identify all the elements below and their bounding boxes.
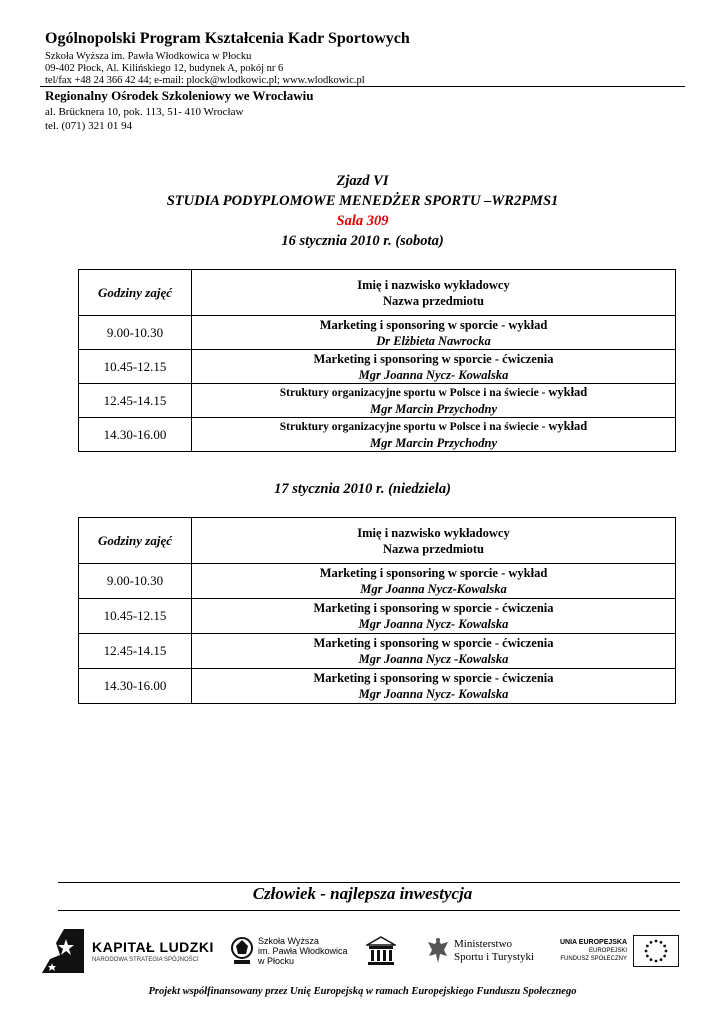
time-cell: 10.45-12.15 — [79, 350, 192, 384]
time-cell: 10.45-12.15 — [79, 599, 192, 634]
subject-name: Marketing i sponsoring w sporcie - wykład — [319, 317, 548, 332]
subject-cell — [192, 669, 676, 704]
header-contact-line: tel/fax +48 24 366 42 44; e-mail: plock@wlodkowic.pl; www.wlodkowic.pl — [45, 75, 365, 86]
day1-date: 16 stycznia 2010 r. (sobota) — [281, 233, 444, 249]
subject-header — [192, 270, 676, 316]
subject-name-suffix: wykład — [548, 419, 588, 433]
eu-star-icon — [660, 958, 663, 961]
table-row — [79, 418, 676, 452]
eu-star-icon — [663, 954, 666, 957]
tnp-logo — [366, 928, 396, 973]
school-logo-text — [258, 936, 348, 966]
lecturer-name: Mgr Joanna Nycz- Kowalska — [358, 617, 509, 631]
ministry-logo-line: Sportu i Turystyki — [454, 950, 535, 963]
kapital-ludzki-title: KAPITAŁ LUDZKI — [92, 938, 214, 955]
hours-header: Godziny zajęć — [79, 270, 192, 316]
lecturer-name: Mgr Joanna Nycz-Kowalska — [360, 582, 507, 596]
schedule-table-day1 — [78, 269, 676, 452]
logo-strip — [40, 928, 680, 973]
subject-cell — [192, 634, 676, 669]
eu-logo-line: FUNDUSZ SPOŁECZNY — [560, 955, 628, 962]
eu-star-icon — [646, 954, 649, 957]
header-address-line: 09-402 Płock, Al. Kilińskiego 12, budynek A, pokój nr 6 — [45, 63, 284, 74]
eu-star-icon — [650, 958, 653, 961]
footer-slogan: Człowiek - najlepsza inwestycja — [252, 884, 473, 903]
subject-name — [192, 418, 675, 435]
eu-logo-text — [560, 939, 627, 963]
time-cell: 14.30-16.00 — [79, 418, 192, 452]
program-name: STUDIA PODYPLOMOWE MENEDŻER SPORTU –WR2PMS1 — [166, 193, 559, 209]
table-row — [79, 669, 676, 704]
kapital-ludzki-subtitle: NARODOWA STRATEGIA SPÓJNOŚCI — [92, 956, 199, 963]
table-row — [79, 316, 676, 350]
eu-flag-icon — [633, 935, 679, 967]
table-header-row — [79, 270, 676, 316]
subject-name: Marketing i sponsoring w sporcie - ćwiczenia — [313, 351, 554, 366]
time-cell: 12.45-14.15 — [79, 634, 192, 669]
subject-header-label: Nazwa przedmiotu — [382, 541, 485, 556]
kapital-ludzki-text — [92, 939, 214, 963]
lecturer-header-label: Imię i nazwisko wykładowcy — [357, 277, 510, 292]
eu-star-icon — [645, 949, 648, 952]
subject-name: Marketing i sponsoring w sporcie - ćwiczenia — [313, 636, 554, 650]
room-label: Sala 309 — [336, 213, 389, 229]
day2-date: 17 stycznia 2010 r. (niedziela) — [274, 481, 451, 497]
school-logo-line: im. Pawła Włodkowica — [258, 945, 348, 956]
subject-name: Marketing i sponsoring w sporcie - ćwiczenia — [313, 671, 554, 685]
subject-name — [192, 384, 675, 401]
eu-logo-line: EUROPEJSKI — [589, 947, 628, 954]
lecturer-name: Dr Elżbieta Nawrocka — [376, 333, 491, 348]
subject-name-part: Struktury organizacyjne sportu w Polsce i na świecie - — [279, 387, 549, 399]
time-cell: 12.45-14.15 — [79, 384, 192, 418]
ministry-logo — [426, 928, 534, 973]
lecturer-name: Mgr Marcin Przychodny — [369, 402, 498, 416]
subject-cell — [192, 564, 676, 599]
table-row — [79, 384, 676, 418]
eu-star-icon — [650, 940, 653, 943]
regional-center-title: Regionalny Ośrodek Szkoleniowy we Wrocławiu — [45, 88, 314, 103]
subject-header — [192, 518, 676, 564]
table-header-row — [79, 518, 676, 564]
eagle-emblem-icon — [426, 936, 450, 966]
eu-star-icon — [646, 944, 649, 947]
table-row — [79, 634, 676, 669]
hours-header: Godziny zajęć — [79, 518, 192, 564]
building-icon — [366, 936, 396, 966]
time-cell: 14.30-16.00 — [79, 669, 192, 704]
header-divider — [40, 86, 685, 87]
subject-name: Marketing i sponsoring w sporcie - wykład — [319, 566, 548, 580]
time-cell: 9.00-10.30 — [79, 316, 192, 350]
kapital-ludzki-emblem-icon — [42, 929, 84, 973]
subject-cell — [192, 316, 676, 350]
lecturer-name: Mgr Joanna Nycz -Kowalska — [358, 652, 509, 666]
subject-cell — [192, 350, 676, 384]
program-title: Ogólnopolski Program Kształcenia Kadr Sportowych — [45, 30, 410, 47]
lecturer-header-label: Imię i nazwisko wykładowcy — [357, 525, 510, 540]
ministry-logo-line: Ministerstwo — [454, 937, 513, 950]
footer-top-rule — [58, 882, 680, 883]
table-row — [79, 564, 676, 599]
school-logo — [230, 928, 348, 973]
kapital-ludzki-logo — [42, 928, 214, 973]
eu-star-icon — [663, 944, 666, 947]
ministry-logo-text — [454, 938, 534, 964]
school-logo-line: w Płocku — [258, 955, 295, 966]
regional-phone: tel. (071) 321 01 94 — [45, 120, 133, 132]
subject-name-part: Struktury organizacyjne sportu w Polsce i na świecie - — [279, 421, 549, 433]
eu-logo — [560, 928, 679, 973]
schedule-table-day2 — [78, 517, 676, 704]
subject-cell — [192, 418, 676, 452]
subject-cell — [192, 599, 676, 634]
time-cell: 9.00-10.30 — [79, 564, 192, 599]
school-crest-icon — [230, 936, 254, 966]
eu-star-icon — [655, 959, 658, 962]
header-school-line: Szkoła Wyższa im. Pawła Włodkowica w Płocku — [45, 51, 252, 62]
zjazd-title: Zjazd VI — [336, 173, 389, 189]
subject-header-label: Nazwa przedmiotu — [382, 293, 485, 308]
footer-bottom-rule — [58, 910, 680, 911]
eu-logo-title: UNIA EUROPEJSKA — [560, 938, 628, 946]
table-row — [79, 350, 676, 384]
eu-star-icon — [665, 949, 668, 952]
subject-name: Marketing i sponsoring w sporcie - ćwiczenia — [313, 601, 554, 615]
subject-name-suffix: wykład — [548, 385, 588, 399]
eu-star-icon — [660, 940, 663, 943]
lecturer-name: Mgr Joanna Nycz- Kowalska — [358, 687, 509, 701]
school-logo-line: Szkoła Wyższa — [258, 935, 319, 946]
footer-cofinancing-note: Projekt współfinansowany przez Unię Europejską w ramach Europejskiego Funduszu Społecznego — [148, 986, 577, 997]
lecturer-name: Mgr Joanna Nycz- Kowalska — [358, 367, 509, 382]
table-row — [79, 599, 676, 634]
lecturer-name: Mgr Marcin Przychodny — [369, 436, 498, 450]
subject-cell — [192, 384, 676, 418]
regional-address: al. Brücknera 10, pok. 113, 51- 410 Wrocław — [45, 106, 244, 118]
eu-star-icon — [655, 939, 658, 942]
